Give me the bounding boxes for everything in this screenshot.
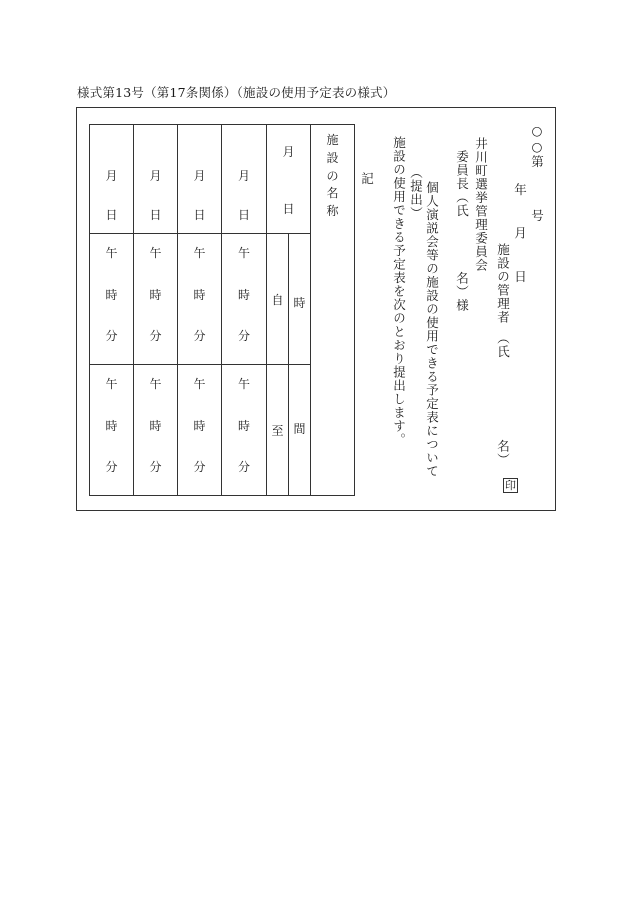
body-text: 施設の使用できる予定表を次のとおり提出します。 bbox=[391, 136, 407, 447]
subject-line: 個人演説会等の施設の使用できる予定表について bbox=[424, 181, 440, 478]
end-time-cell: 午 時 分 bbox=[178, 365, 222, 496]
end-time-cell: 午 時 分 bbox=[134, 365, 178, 496]
facility-manager-line: 施設の管理者 （氏 名） bbox=[495, 243, 511, 467]
submit-label: （提出） bbox=[408, 166, 424, 220]
end-time-cell: 午 時 分 bbox=[222, 365, 267, 496]
committee-name: 井川町選挙管理委員会 bbox=[473, 137, 489, 272]
document-number: ○○第 号 bbox=[529, 123, 545, 223]
date-header-cell: 月 日 bbox=[267, 125, 311, 234]
to-label-cell: 至 bbox=[267, 365, 289, 496]
time-label-bottom-cell: 間 bbox=[289, 365, 311, 496]
facility-name-cell: 施 設 の 名 称 bbox=[311, 125, 355, 496]
schedule-table bbox=[89, 124, 355, 496]
seal-mark: 印 bbox=[505, 479, 516, 492]
table-row bbox=[90, 125, 355, 234]
form-caption: 様式第13号（第17条関係）（施設の使用予定表の様式） bbox=[77, 85, 396, 100]
start-time-cell: 午 時 分 bbox=[90, 234, 134, 365]
chair-name-line: 委員長（氏 名）様 bbox=[454, 150, 470, 312]
date-cell: 月 日 bbox=[134, 125, 178, 234]
date-cell: 月 日 bbox=[222, 125, 267, 234]
start-time-cell: 午 時 分 bbox=[222, 234, 267, 365]
document-date: 年 月 日 bbox=[512, 183, 528, 285]
from-label-cell: 自 bbox=[267, 234, 289, 365]
date-cell: 月 日 bbox=[90, 125, 134, 234]
ki-label: 記 bbox=[359, 172, 375, 186]
start-time-cell: 午 時 分 bbox=[178, 234, 222, 365]
start-time-cell: 午 時 分 bbox=[134, 234, 178, 365]
time-label-top-cell: 時 bbox=[289, 234, 311, 365]
date-cell: 月 日 bbox=[178, 125, 222, 234]
end-time-cell: 午 時 分 bbox=[90, 365, 134, 496]
